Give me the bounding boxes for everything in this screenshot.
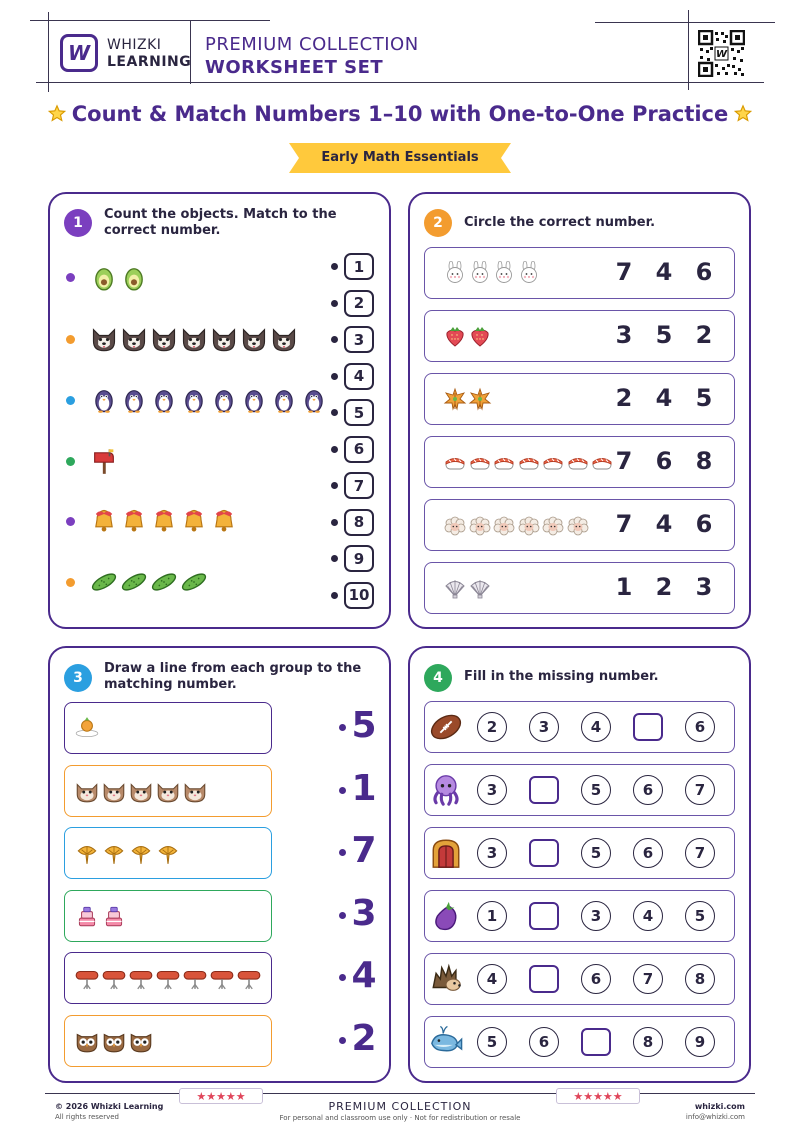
ginkgo-leaf-icon [74, 840, 100, 866]
husky-dog-icon [210, 325, 238, 353]
answer-dot[interactable] [66, 396, 75, 405]
match-dot[interactable] [331, 373, 338, 380]
worksheet-title: Count & Match Numbers 1–10 with One-to-One Practice [71, 102, 729, 126]
sequence-number: 6 [633, 775, 663, 805]
match-dot[interactable] [339, 1037, 346, 1044]
husky-dog-icon [150, 325, 178, 353]
number-option[interactable]: 2 [615, 384, 633, 412]
autumn-leaf-icon [468, 387, 492, 411]
number-option[interactable]: 6 [695, 258, 713, 286]
match-number: 2 [351, 1017, 377, 1059]
strawberry-icon [443, 324, 467, 348]
number-option[interactable]: 3 [695, 573, 713, 601]
sushi-icon [517, 450, 541, 474]
qr-label: W [715, 49, 728, 60]
stars-text: ★★★★★ [196, 1089, 246, 1103]
answer-dot[interactable] [66, 517, 75, 526]
number-option[interactable]: 2 [695, 321, 713, 349]
penguin-icon [210, 386, 238, 414]
sequence-number: 3 [581, 901, 611, 931]
match-number: 1 [351, 767, 377, 809]
cucumber-icon [120, 568, 148, 596]
ginkgo-leaf-icon [155, 840, 181, 866]
section-4-instruction: Fill in the missing number. [464, 669, 659, 684]
number-box[interactable]: 5 [344, 399, 374, 426]
footer-rule-left [45, 1093, 180, 1094]
sausage-icon [155, 965, 181, 991]
sequence-number: 5 [477, 1027, 507, 1057]
missing-number-box[interactable] [633, 713, 663, 741]
missing-number-box[interactable] [529, 776, 559, 804]
footer-website-link[interactable]: whizki.com [694, 1102, 745, 1111]
match-dot[interactable] [339, 849, 346, 856]
rabbit-icon [443, 261, 467, 285]
husky-dog-icon [90, 325, 118, 353]
seashell-icon [468, 576, 492, 600]
number-option[interactable]: 4 [655, 258, 673, 286]
footer-collection: PREMIUM COLLECTION [328, 1100, 472, 1113]
sequence-number: 5 [581, 775, 611, 805]
number-option[interactable]: 6 [655, 447, 673, 475]
footer-rule-middle [262, 1093, 557, 1094]
number-option[interactable]: 4 [655, 510, 673, 538]
sequence-number: 3 [477, 838, 507, 868]
hedgehog-icon [429, 962, 463, 996]
sequence-number: 1 [477, 901, 507, 931]
number-box[interactable]: 6 [344, 436, 374, 463]
sequence-number: 7 [633, 964, 663, 994]
number-option[interactable]: 7 [615, 447, 633, 475]
sequence-number: 7 [685, 775, 715, 805]
brand-name: WHIZKI [107, 37, 162, 53]
ginkgo-leaf-icon [101, 840, 127, 866]
sushi-icon [443, 450, 467, 474]
avocado-icon [90, 263, 118, 291]
cake-icon [74, 903, 100, 929]
rabbit-icon [492, 261, 516, 285]
answer-dot[interactable] [66, 273, 75, 282]
cat-icon [155, 778, 181, 804]
footer-copyright: © 2026 Whizki Learning [55, 1102, 164, 1111]
ribbon-label: Early Math Essentials [321, 150, 479, 165]
number-box[interactable]: 9 [344, 545, 374, 572]
answer-dot[interactable] [66, 578, 75, 587]
match-dot[interactable] [331, 555, 338, 562]
cucumber-icon [90, 568, 118, 596]
sheep-icon [517, 513, 541, 537]
number-option[interactable]: 5 [655, 321, 673, 349]
match-dot[interactable] [339, 974, 346, 981]
mailbox-icon [90, 447, 118, 475]
match-number: 3 [351, 892, 377, 934]
brand-subtitle: LEARNING [107, 54, 192, 70]
section-2-badge: 2 [424, 209, 452, 237]
sequence-number: 5 [581, 838, 611, 868]
sequence-number: 8 [633, 1027, 663, 1057]
missing-number-box[interactable] [529, 965, 559, 993]
rabbit-icon [468, 261, 492, 285]
sausage-icon [74, 965, 100, 991]
match-dot[interactable] [331, 409, 338, 416]
cat-icon [128, 778, 154, 804]
footer-rule-right [640, 1093, 755, 1094]
ginkgo-leaf-icon [128, 840, 154, 866]
number-option[interactable]: 8 [695, 447, 713, 475]
husky-dog-icon [270, 325, 298, 353]
number-box[interactable]: 4 [344, 363, 374, 390]
match-dot[interactable] [331, 446, 338, 453]
number-option[interactable]: 3 [615, 321, 633, 349]
sheep-icon [566, 513, 590, 537]
cake-icon [101, 903, 127, 929]
section-3-instruction: Draw a line from each group to the matching number. [104, 661, 362, 692]
sequence-number: 8 [685, 964, 715, 994]
footer-rights: All rights reserved [55, 1113, 119, 1121]
sausage-icon [182, 965, 208, 991]
match-dot[interactable] [339, 724, 346, 731]
number-box[interactable]: 2 [344, 290, 374, 317]
match-dot[interactable] [339, 787, 346, 794]
section-1-instruction: Count the objects. Match to the correct number. [104, 207, 337, 238]
match-number: 5 [351, 705, 377, 746]
header-rule-top-left [30, 20, 270, 21]
answer-dot[interactable] [66, 335, 75, 344]
bell-icon [90, 507, 118, 535]
owl-icon [101, 1028, 127, 1054]
header-rule-right [688, 10, 689, 90]
sequence-number: 6 [685, 712, 715, 742]
seashell-icon [443, 576, 467, 600]
sequence-number: 4 [581, 712, 611, 742]
number-option[interactable]: 1 [615, 573, 633, 601]
match-dot[interactable] [331, 519, 338, 526]
answer-dot[interactable] [66, 457, 75, 466]
bell-icon [120, 507, 148, 535]
sequence-number: 3 [529, 712, 559, 742]
penguin-icon [120, 386, 148, 414]
sausage-icon [236, 965, 262, 991]
header-rule-bottom [36, 82, 764, 83]
sheep-icon [468, 513, 492, 537]
sequence-number: 6 [633, 838, 663, 868]
match-dot[interactable] [331, 592, 338, 599]
section-4-badge: 4 [424, 664, 452, 692]
sequence-number: 5 [685, 901, 715, 931]
penguin-icon [150, 386, 178, 414]
bell-icon [180, 507, 208, 535]
avocado-icon [120, 263, 148, 291]
footer-usage: For personal and classroom use only · Not for redistribution or resale [279, 1114, 521, 1122]
octopus-icon [429, 773, 463, 807]
match-dot[interactable] [331, 300, 338, 307]
header-rule-top-right [595, 22, 775, 23]
cat-icon [182, 778, 208, 804]
penguin-icon [270, 386, 298, 414]
husky-dog-icon [120, 325, 148, 353]
logo-letter: W [67, 41, 91, 65]
sequence-number: 7 [685, 838, 715, 868]
number-box[interactable]: 7 [344, 472, 374, 499]
cat-icon [101, 778, 127, 804]
number-box[interactable]: 8 [344, 509, 374, 536]
logo [60, 34, 98, 72]
sausage-icon [101, 965, 127, 991]
husky-dog-icon [240, 325, 268, 353]
cat-icon [74, 778, 100, 804]
match-number: 7 [351, 830, 377, 871]
number-option[interactable]: 5 [695, 384, 713, 412]
sheep-icon [443, 513, 467, 537]
sushi-icon [492, 450, 516, 474]
football-icon [429, 710, 463, 744]
sheep-icon [492, 513, 516, 537]
sheep-icon [541, 513, 565, 537]
footer-email-link[interactable]: info@whizki.com [685, 1113, 745, 1121]
number-box[interactable]: 3 [344, 326, 374, 353]
penguin-icon [180, 386, 208, 414]
match-dot[interactable] [331, 263, 338, 270]
sushi-icon [541, 450, 565, 474]
match-dot[interactable] [339, 912, 346, 919]
missing-number-box[interactable] [529, 839, 559, 867]
daisy-flower-icon [74, 715, 100, 741]
collection-subtitle: WORKSHEET SET [205, 57, 384, 78]
number-box[interactable]: 10 [344, 582, 374, 609]
section-3-badge: 3 [64, 664, 92, 692]
strawberry-icon [468, 324, 492, 348]
match-dot[interactable] [331, 482, 338, 489]
qr-code-icon [698, 30, 745, 77]
penguin-icon [300, 386, 328, 414]
missing-number-box[interactable] [581, 1028, 611, 1056]
sequence-number: 6 [581, 964, 611, 994]
owl-icon [128, 1028, 154, 1054]
header-divider [190, 20, 191, 84]
autumn-leaf-icon [443, 387, 467, 411]
number-option[interactable]: 2 [655, 573, 673, 601]
match-dot[interactable] [331, 336, 338, 343]
number-box[interactable]: 1 [344, 253, 374, 280]
bell-icon [150, 507, 178, 535]
sequence-number: 4 [633, 901, 663, 931]
sequence-number: 9 [685, 1027, 715, 1057]
section-1-badge: 1 [64, 209, 92, 237]
sushi-icon [468, 450, 492, 474]
rabbit-icon [517, 261, 541, 285]
sequence-number: 4 [477, 964, 507, 994]
bell-icon [210, 507, 238, 535]
sausage-icon [209, 965, 235, 991]
number-option[interactable]: 6 [695, 510, 713, 538]
whale-icon [429, 1025, 463, 1059]
sausage-icon [128, 965, 154, 991]
cucumber-icon [150, 568, 178, 596]
gate-icon [429, 836, 463, 870]
match-number: 4 [351, 955, 377, 996]
sequence-number: 6 [529, 1027, 559, 1057]
missing-number-box[interactable] [529, 902, 559, 930]
sequence-number: 2 [477, 712, 507, 742]
penguin-icon [240, 386, 268, 414]
number-option[interactable]: 7 [615, 258, 633, 286]
section-2-instruction: Circle the correct number. [464, 215, 656, 230]
husky-dog-icon [180, 325, 208, 353]
collection-title: PREMIUM COLLECTION [205, 34, 419, 55]
owl-icon [74, 1028, 100, 1054]
sushi-icon [566, 450, 590, 474]
eggplant-icon [429, 899, 463, 933]
cucumber-icon [180, 568, 208, 596]
sequence-number: 3 [477, 775, 507, 805]
number-option[interactable]: 4 [655, 384, 673, 412]
number-option[interactable]: 7 [615, 510, 633, 538]
header-rule-left [48, 12, 49, 92]
stars-text: ★★★★★ [573, 1089, 623, 1103]
penguin-icon [90, 386, 118, 414]
